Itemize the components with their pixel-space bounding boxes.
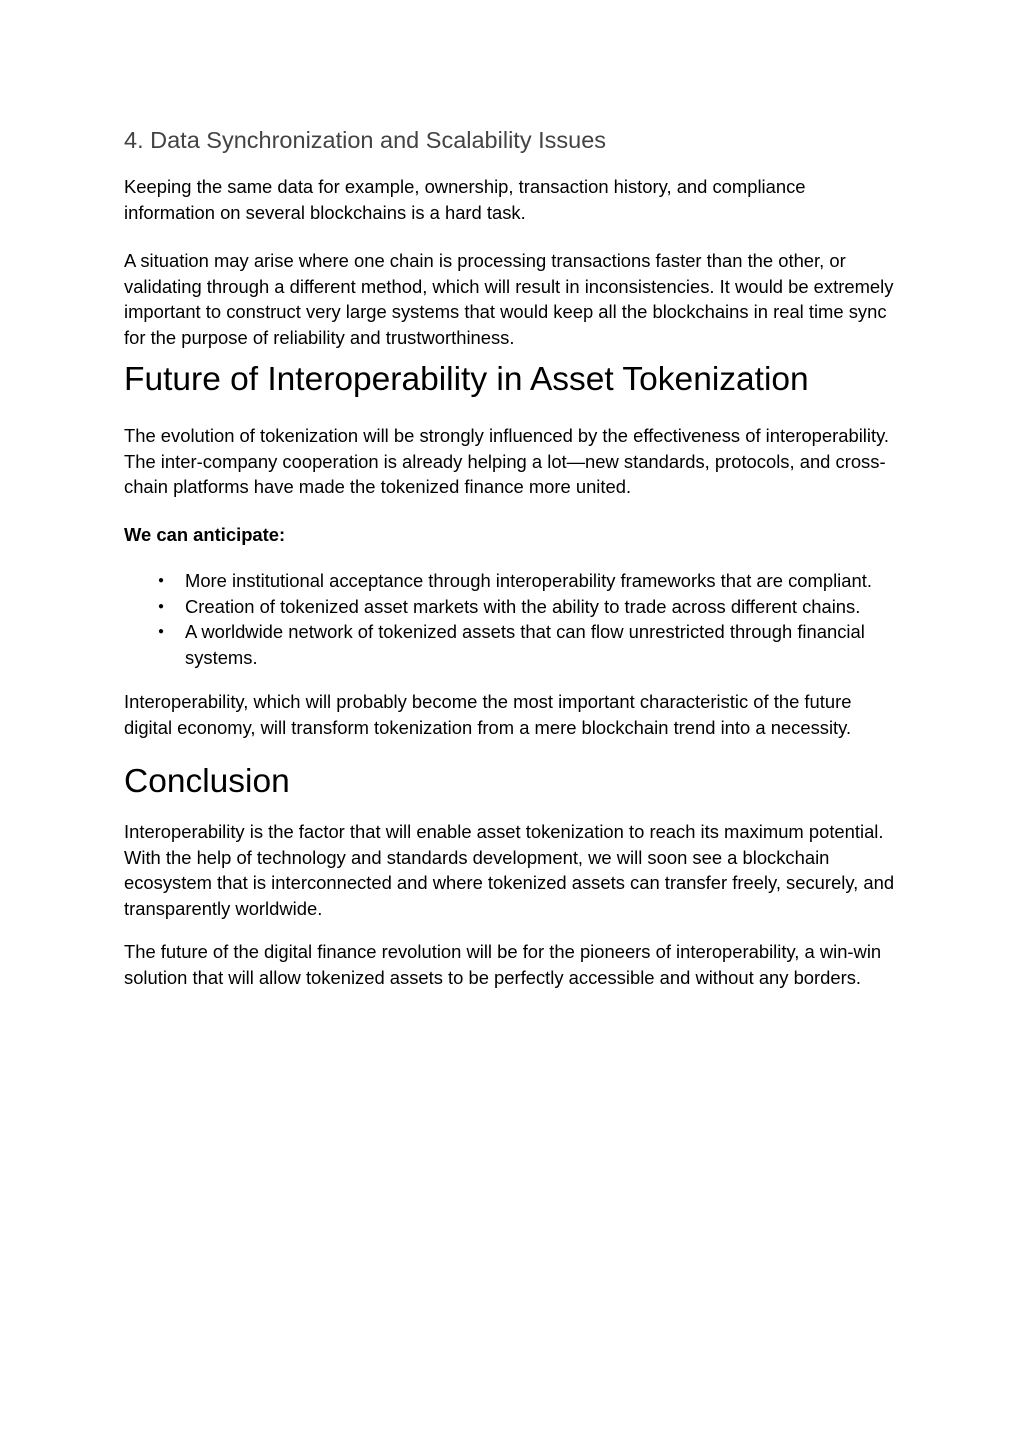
list-item-tokenized-markets: ● Creation of tokenized asset markets with the ability to trade across different chains.	[124, 594, 900, 620]
paragraph-conclusion-2: The future of the digital finance revolution will be for the pioneers of interoperability, a win-win solution that will allow tokenized assets to be perfectly accessible and without any borders.	[124, 941, 882, 988]
paragraph-future-intro: The evolution of tokenization will be strongly influenced by the effectiveness of interoperability. The inter-company cooperation is already helping a lot—new standards, protocols, and cross-chain platforms have made the tokenized finance more united.	[124, 425, 890, 497]
paragraph-data-sync-1: Keeping the same data for example, ownership, transaction history, and compliance information on several blockchains is a hard task.	[124, 176, 806, 223]
paragraph-data-sync-2: A situation may arise where one chain is processing transactions faster than the other, or validating through a different method, which will result in inconsistencies. It would be extremely important to construct very large systems that would keep all the blockchains in real time sync for the purpose of reliability and trustworthiness.	[124, 250, 894, 348]
heading-conclusion: Conclusion	[124, 763, 290, 800]
list-item-institutional-acceptance: ● More institutional acceptance through interoperability frameworks that are compliant.	[124, 568, 900, 594]
paragraph-future-outro: Interoperability, which will probably become the most important characteristic of the future digital economy, will transform tokenization from a mere blockchain trend into a necessity.	[124, 691, 852, 738]
heading-future-interoperability: Future of Interoperability in Asset Tokenization	[124, 361, 809, 398]
paragraph-conclusion-1: Interoperability is the factor that will enable asset tokenization to reach its maximum potential. With the help of technology and standards development, we will soon see a blockchain ecosystem that is interconnected and where tokenized assets can transfer freely, securely, and transparently worldwide.	[124, 821, 895, 919]
label-we-can-anticipate: We can anticipate:	[124, 523, 286, 545]
anticipate-bullet-list	[124, 568, 900, 670]
list-item-worldwide-network: ● A worldwide network of tokenized assets that can flow unrestricted through financial systems.	[124, 619, 900, 670]
document-content	[124, 126, 900, 990]
section-heading-data-sync: 4. Data Synchronization and Scalability Issues	[124, 127, 607, 153]
